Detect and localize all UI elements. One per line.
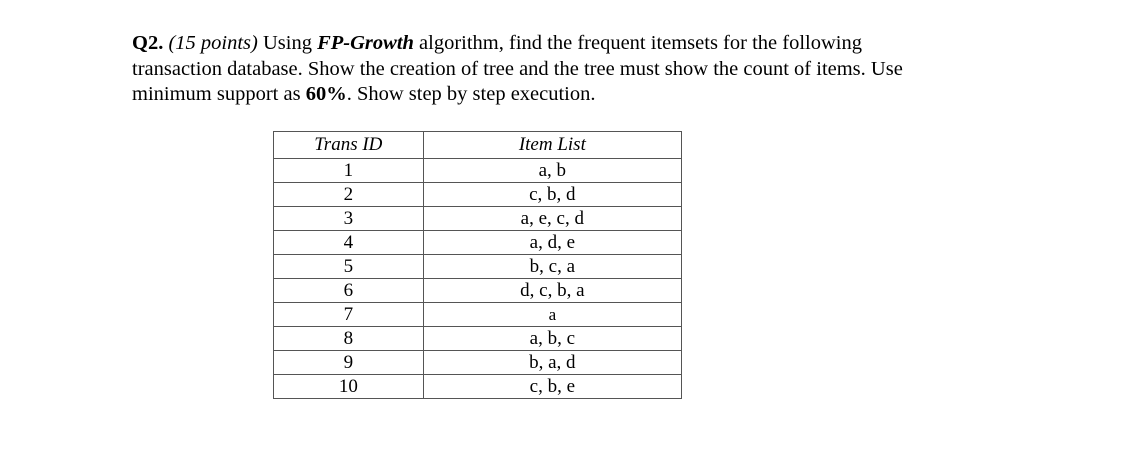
algorithm-name: FP-Growth (317, 32, 414, 54)
question-text-4: . Show step by step execution. (346, 83, 596, 105)
trans-id-cell: 3 (274, 207, 424, 231)
header-trans-id: Trans ID (274, 132, 424, 159)
item-list-cell: c, b, d (423, 183, 681, 207)
table-row (274, 303, 682, 327)
item-list-cell: a (423, 303, 681, 327)
table-row (274, 375, 682, 399)
question-line-3 (132, 82, 1012, 108)
table-row (274, 279, 682, 303)
question-line-2: transaction database. Show the creation of tree and the tree must show the count of items. Use (132, 57, 903, 80)
trans-id-cell: 5 (274, 255, 424, 279)
trans-id-cell: 2 (274, 183, 424, 207)
table-row (274, 207, 682, 231)
table-row (274, 183, 682, 207)
question-text-1: Using (257, 32, 318, 54)
item-list-cell: d, c, b, a (423, 279, 681, 303)
table-row (274, 351, 682, 375)
table-header-row (274, 132, 682, 159)
table-row (274, 255, 682, 279)
item-list-cell: a, b (423, 159, 681, 183)
table-row (274, 159, 682, 183)
trans-id-cell: 10 (274, 375, 424, 399)
trans-id-cell: 6 (274, 279, 424, 303)
table-row (274, 231, 682, 255)
trans-id-cell: 8 (274, 327, 424, 351)
min-support-value: 60% (305, 83, 347, 105)
item-list-cell: a, e, c, d (423, 207, 681, 231)
question-line-1 (132, 31, 1012, 57)
trans-id-cell: 4 (274, 231, 424, 255)
header-item-list: Item List (423, 132, 681, 159)
question-text (132, 31, 1012, 108)
item-list-cell: a, b, c (423, 327, 681, 351)
question-text-3: minimum support as (132, 83, 306, 105)
item-list-cell: b, a, d (423, 351, 681, 375)
item-list-cell: c, b, e (423, 375, 681, 399)
item-list-cell: a, d, e (423, 231, 681, 255)
trans-id-cell: 9 (274, 351, 424, 375)
question-number: Q2. (132, 32, 164, 54)
trans-id-cell: 1 (274, 159, 424, 183)
item-list-cell: b, c, a (423, 255, 681, 279)
table-row (274, 327, 682, 351)
trans-id-cell: 7 (274, 303, 424, 327)
transaction-table (273, 131, 682, 399)
question-text-2: algorithm, find the frequent itemsets for the following (413, 32, 862, 54)
question-points: (15 points) (168, 32, 258, 54)
